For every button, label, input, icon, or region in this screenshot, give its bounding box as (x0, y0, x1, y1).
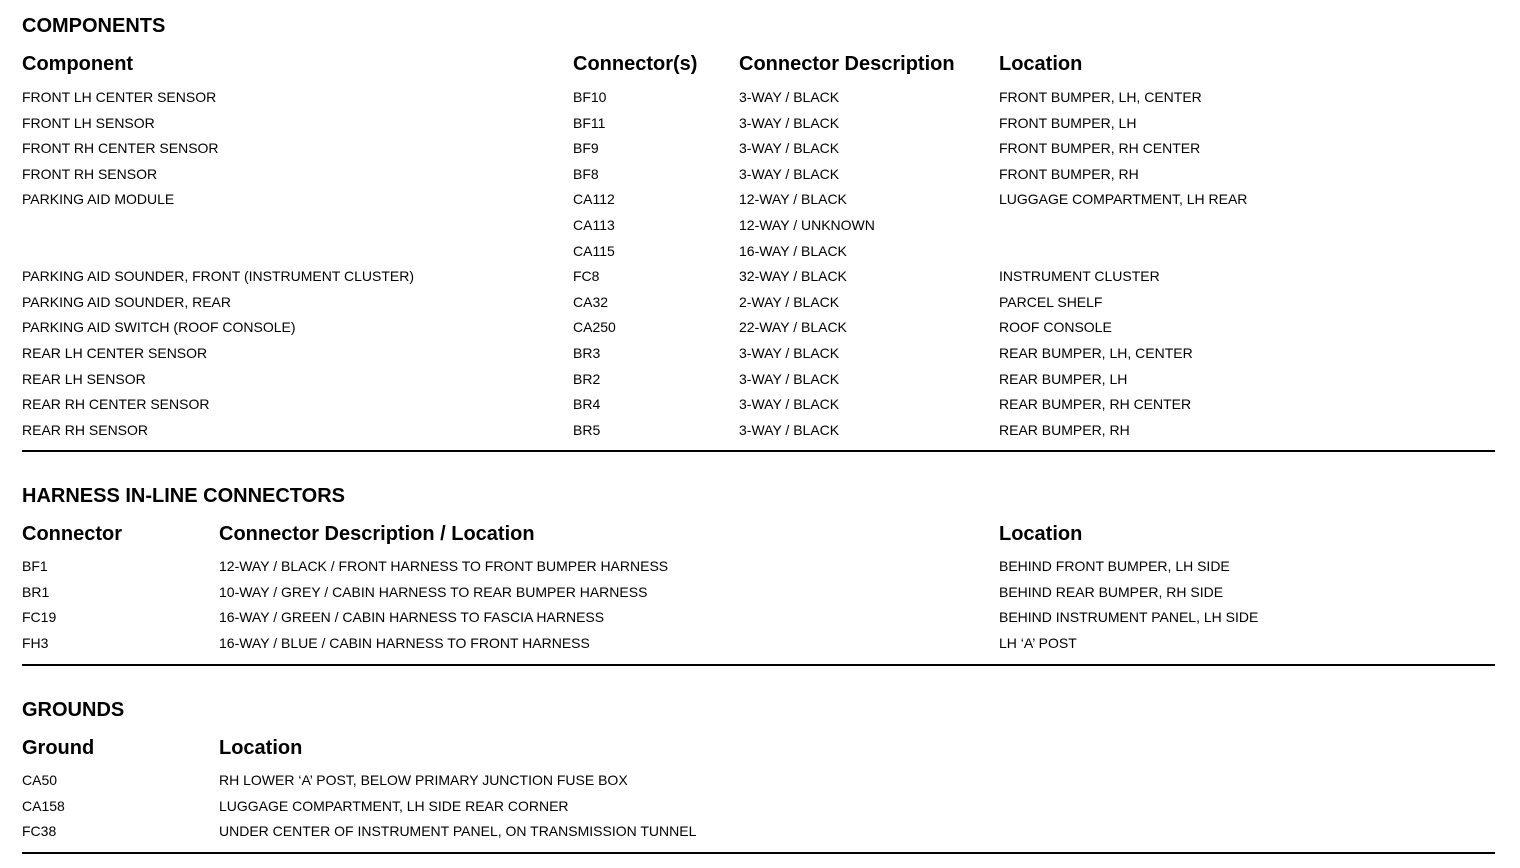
grounds-header-ground: Ground (22, 737, 95, 759)
ground-cell: CA158 (22, 797, 65, 814)
components-table (22, 88, 1495, 446)
description-cell: 3-WAY / BLACK (739, 140, 840, 157)
connector-cell: BF10 (573, 89, 607, 105)
component-cell: FRONT RH SENSOR (22, 165, 158, 182)
table-row (22, 822, 1495, 848)
description-cell: 3-WAY / BLACK (739, 370, 840, 387)
table-row (22, 771, 1495, 797)
table-row (22, 216, 1495, 242)
components-header-location: Location (999, 53, 1083, 75)
description-cell: 3-WAY / BLACK (739, 165, 840, 182)
components-section-title: COMPONENTS (22, 15, 166, 37)
connector-cell: BR5 (573, 421, 601, 438)
harness-divider (22, 664, 1495, 666)
location-cell: LUGGAGE COMPARTMENT, LH SIDE REAR CORNER (219, 797, 569, 814)
connector-cell: CA112 (573, 191, 615, 208)
harness-header-description: Connector Description / Location (219, 523, 535, 545)
location-cell: LUGGAGE COMPARTMENT, LH REAR (999, 191, 1248, 208)
location-cell: REAR BUMPER, LH (999, 370, 1128, 387)
connector-cell: BF8 (573, 165, 599, 182)
grounds-header-location: Location (219, 737, 303, 759)
component-cell: FRONT RH CENTER SENSOR (22, 140, 219, 157)
description-cell: 3-WAY / BLACK (739, 344, 840, 361)
connector-cell: BR2 (573, 370, 601, 387)
description-cell: 12-WAY / UNKNOWN (739, 216, 875, 233)
connector-cell: CA113 (573, 216, 615, 233)
table-row (22, 318, 1495, 344)
table-row (22, 797, 1495, 823)
description-cell: 10-WAY / GREY / CABIN HARNESS TO REAR BUMPER HARNESS (219, 583, 648, 600)
location-cell: LH ‘A’ POST (999, 634, 1077, 651)
location-cell: ROOF CONSOLE (999, 319, 1112, 336)
connector-cell: BR3 (573, 344, 601, 361)
components-divider (22, 450, 1495, 452)
table-row (22, 583, 1495, 609)
document-page (22, 0, 1495, 868)
connector-cell: BR1 (22, 583, 50, 600)
component-cell: PARKING AID SOUNDER, FRONT (INSTRUMENT CLUSTER) (22, 268, 415, 285)
description-cell: 3-WAY / BLACK (739, 396, 840, 413)
description-cell: 22-WAY / BLACK (739, 319, 847, 336)
component-cell: REAR RH SENSOR (22, 421, 149, 438)
location-cell: UNDER CENTER OF INSTRUMENT PANEL, ON TRANSMISSION TUNNEL (219, 823, 697, 840)
connector-cell: FC19 (22, 609, 57, 626)
harness-table (22, 557, 1495, 659)
table-row (22, 267, 1495, 293)
harness-header-location: Location (999, 523, 1083, 545)
table-row (22, 370, 1495, 396)
description-cell: 12-WAY / BLACK (739, 191, 847, 208)
connector-cell: CA250 (573, 319, 616, 336)
location-cell: PARCEL SHELF (999, 293, 1103, 310)
table-row (22, 242, 1495, 268)
table-row (22, 608, 1495, 634)
ground-cell: CA50 (22, 772, 58, 788)
table-row (22, 344, 1495, 370)
component-cell: REAR LH SENSOR (22, 370, 146, 387)
table-row (22, 139, 1495, 165)
table-row (22, 395, 1495, 421)
table-row (22, 114, 1495, 140)
location-cell: REAR BUMPER, RH CENTER (999, 396, 1192, 413)
description-cell: 3-WAY / BLACK (739, 114, 840, 131)
connector-cell: BF1 (22, 558, 48, 574)
location-cell: REAR BUMPER, RH (999, 421, 1130, 438)
grounds-divider (22, 852, 1495, 854)
components-header-description: Connector Description (739, 53, 955, 75)
harness-header-connector: Connector (22, 523, 122, 545)
connector-cell: BF9 (573, 140, 599, 157)
table-row (22, 634, 1495, 660)
table-row (22, 190, 1495, 216)
ground-cell: FC38 (22, 823, 57, 840)
location-cell: FRONT BUMPER, LH (999, 114, 1137, 131)
component-cell: PARKING AID MODULE (22, 191, 175, 208)
location-cell: RH LOWER ‘A’ POST, BELOW PRIMARY JUNCTION FUSE BOX (219, 772, 628, 788)
location-cell: FRONT BUMPER, RH (999, 165, 1139, 182)
connector-cell: BR4 (573, 396, 601, 413)
connector-cell: FH3 (22, 634, 49, 651)
component-cell: PARKING AID SWITCH (ROOF CONSOLE) (22, 319, 296, 336)
description-cell: 32-WAY / BLACK (739, 268, 847, 285)
location-cell: BEHIND REAR BUMPER, RH SIDE (999, 583, 1224, 600)
location-cell: BEHIND INSTRUMENT PANEL, LH SIDE (999, 609, 1259, 626)
description-cell: 16-WAY / GREEN / CABIN HARNESS TO FASCIA HARNESS (219, 609, 605, 626)
table-row (22, 88, 1495, 114)
component-cell: REAR LH CENTER SENSOR (22, 344, 208, 361)
description-cell: 12-WAY / BLACK / FRONT HARNESS TO FRONT BUMPER HARNESS (219, 558, 669, 574)
location-cell: BEHIND FRONT BUMPER, LH SIDE (999, 558, 1230, 574)
connector-cell: CA32 (573, 293, 609, 310)
table-row (22, 557, 1495, 583)
description-cell: 3-WAY / BLACK (739, 421, 840, 438)
component-cell: REAR RH CENTER SENSOR (22, 396, 210, 413)
component-cell: PARKING AID SOUNDER, REAR (22, 293, 232, 310)
location-cell: REAR BUMPER, LH, CENTER (999, 344, 1193, 361)
table-row (22, 293, 1495, 319)
description-cell: 16-WAY / BLACK (739, 242, 847, 259)
description-cell: 3-WAY / BLACK (739, 89, 840, 105)
harness-section-title: HARNESS IN-LINE CONNECTORS (22, 485, 345, 507)
location-cell: FRONT BUMPER, LH, CENTER (999, 89, 1202, 105)
grounds-section-title: GROUNDS (22, 699, 125, 721)
connector-cell: BF11 (573, 114, 606, 131)
component-cell: FRONT LH SENSOR (22, 114, 155, 131)
connector-cell: CA115 (573, 242, 615, 259)
components-header-connectors: Connector(s) (573, 53, 698, 75)
location-cell: FRONT BUMPER, RH CENTER (999, 140, 1201, 157)
location-cell: INSTRUMENT CLUSTER (999, 268, 1160, 285)
description-cell: 16-WAY / BLUE / CABIN HARNESS TO FRONT HARNESS (219, 634, 590, 651)
description-cell: 2-WAY / BLACK (739, 293, 840, 310)
table-row (22, 421, 1495, 447)
table-row (22, 165, 1495, 191)
grounds-table (22, 771, 1495, 848)
component-cell: FRONT LH CENTER SENSOR (22, 89, 217, 105)
connector-cell: FC8 (573, 268, 600, 285)
components-header-component: Component (22, 53, 134, 75)
